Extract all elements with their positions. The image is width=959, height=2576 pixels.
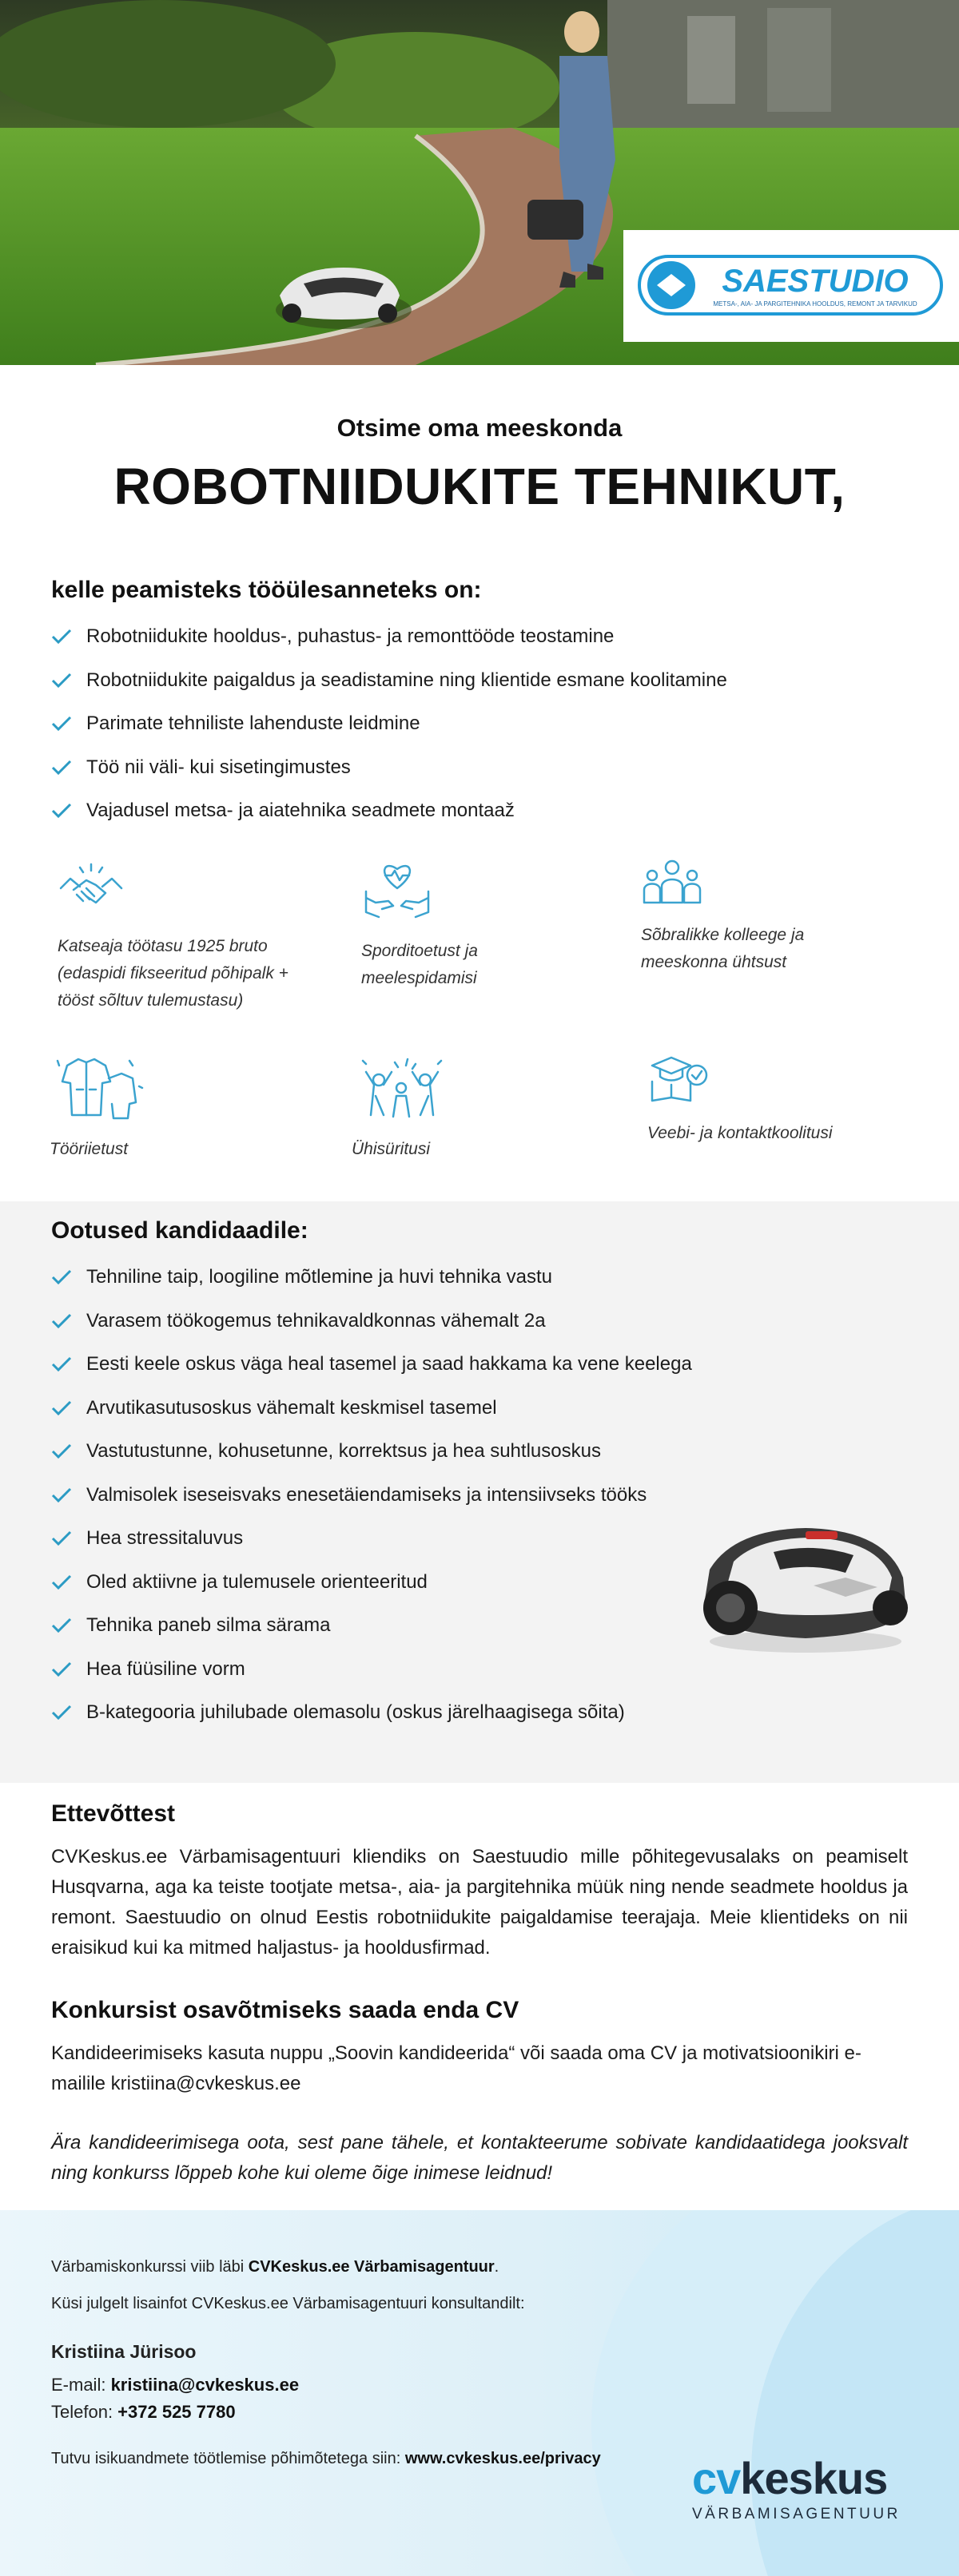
apply-heading: Konkursist osavõtmiseks saada enda CV: [51, 1997, 519, 2023]
check-icon: [51, 1443, 86, 1459]
list-item-text: Hea füüsiline vorm: [86, 1657, 245, 1680]
check-icon: [51, 1530, 86, 1546]
list-item: [51, 1256, 908, 1300]
check-icon: [51, 1400, 86, 1416]
robot-mower-image: [686, 1514, 917, 1657]
list-item: [51, 1430, 908, 1474]
list-item: [51, 1300, 908, 1344]
health-care-icon: [361, 856, 433, 920]
benefit-line: Katseaja töötasu 1925 bruto: [58, 937, 268, 955]
logo-keskus: keskus: [740, 2453, 888, 2503]
saestuudio-logo: [623, 230, 959, 342]
contact-email: [51, 2375, 299, 2395]
agency-line-end: .: [494, 2258, 499, 2276]
check-icon: [51, 803, 86, 819]
list-item: [51, 746, 908, 790]
hero-image: [0, 0, 959, 365]
list-item: [51, 659, 908, 703]
expectations-list: [51, 1256, 908, 1735]
benefit-line: (edaspidi fikseeritud põhipalk +: [58, 964, 288, 982]
benefit-training: [647, 1053, 833, 1147]
privacy-line: [51, 2450, 601, 2468]
email-link[interactable]: kristiina@cvkeskus.ee: [110, 2375, 300, 2395]
check-icon: [51, 1574, 86, 1590]
company-section: [51, 1800, 908, 1963]
logo-cv: cv: [692, 2453, 741, 2503]
consultant-intro: Küsi julgelt lisainfot CVKeskus.ee Värbamisagentuuri konsultandilt:: [51, 2295, 525, 2312]
list-item-text: Tehniline taip, loogiline mõtlemine ja huvi tehnika vastu: [86, 1266, 553, 1288]
benefit-text: [641, 922, 804, 976]
logo-tagline: METSA-, AIA- JA PARGITEHNIKA HOOLDUS, REMONT JA TARVIKUD: [713, 300, 917, 308]
list-item-text: Vajadusel metsa- ja aiatehnika seadmete montaaž: [86, 800, 515, 822]
benefit-sport: [361, 856, 478, 992]
apply-text: Kandideerimiseks kasuta nuppu „Soovin kandideerida“ või saada oma CV ja motivatsioonikiri e-mailile kristiina@cvkeskus.ee: [51, 2042, 862, 2094]
company-text: CVKeskus.ee Värbamisagentuuri kliendiks on Saestuudio mille põhitegevusalaks on peamiselt Husqvarna, aga ka teiste tootjate metsa-, aia- ja pargitehnika müük ning nende seadmete hooldus ja remont. Saestuudio on olnud Eestis robotniidukite paigaldamise teerajaja. Meie klientideks on nii eraisikud kui ka mitmed haljastus- ja hooldusfirmad.: [51, 1846, 908, 1959]
benefit-text: [352, 1136, 451, 1163]
check-icon: [51, 1661, 86, 1677]
privacy-link[interactable]: www.cvkeskus.ee/privacy: [404, 2450, 601, 2467]
team-icon: [641, 858, 703, 906]
list-item-text: Töö nii väli- kui sisetingimustes: [86, 756, 351, 778]
agency-name: CVKeskus.ee Värbamisagentuur: [248, 2258, 495, 2276]
benefit-line: Sõbralikke kolleege ja: [641, 926, 805, 944]
logo-wordmark: SAESTUDIO: [722, 264, 909, 299]
duties-list: [51, 615, 908, 833]
benefit-line: Tööriietust: [50, 1140, 129, 1158]
contact-footer: [0, 2210, 959, 2576]
training-icon: [647, 1053, 711, 1105]
benefit-line: meeskonna ühtsust: [641, 953, 787, 971]
benefit-line: Sporditoetust ja: [361, 942, 478, 960]
list-item-text: Tehnika paneb silma särama: [86, 1614, 331, 1637]
benefit-events: [352, 1056, 451, 1163]
list-item-text: Varasem töökogemus tehnikavaldkonnas vähemalt 2a: [86, 1309, 546, 1332]
benefit-line: tööst sõltuv tulemustasu): [58, 991, 244, 1010]
benefit-workwear: [50, 1054, 145, 1163]
cvkeskus-logo: [692, 2455, 908, 2542]
list-item-text: Hea stressitaluvus: [86, 1527, 244, 1550]
logo-subtitle: VÄRBAMISAGENTUUR: [692, 2506, 901, 2522]
check-icon: [51, 629, 86, 645]
check-icon: [51, 1487, 86, 1503]
list-item: [51, 789, 908, 833]
handshake-icon: [58, 861, 125, 917]
privacy-text: Tutvu isikuandmete töötlemise põhimõtetega siin:: [51, 2450, 405, 2467]
list-item: [51, 1343, 908, 1387]
benefit-salary: [58, 861, 288, 1014]
check-icon: [51, 760, 86, 776]
page-title: ROBOTNIIDUKITE TEHNIKUT,: [113, 458, 846, 515]
list-item: [51, 702, 908, 746]
apply-note: Ära kandideerimisega oota, sest pane tähele, et kontakteerume sobivate kandidaatidega jooksvalt ning konkurss lõppeb kohe kui oleme õige inimese leidnud!: [51, 2132, 908, 2184]
benefit-text: [361, 938, 478, 992]
expectations-heading: Ootused kandidaadile:: [51, 1217, 308, 1244]
list-item-text: Parimate tehniliste lahenduste leidmine: [86, 712, 420, 735]
apply-section: [51, 1997, 908, 2189]
list-item-text: Valmisolek iseseisvaks enesetäiendamiseks ja intensiivseks tööks: [86, 1483, 647, 1506]
check-icon: [51, 1313, 86, 1329]
list-item-text: Robotniidukite paigaldus ja seadistamine ning klientide esmane koolitamine: [86, 669, 727, 691]
check-icon: [51, 1705, 86, 1721]
celebration-icon: [352, 1056, 451, 1120]
list-item-text: Vastutustunne, kohusetunne, korrektsus ja hea suhtlusoskus: [86, 1440, 601, 1463]
check-icon: [51, 1269, 86, 1285]
benefit-colleagues: [641, 858, 804, 976]
benefit-text: [50, 1136, 145, 1163]
agency-line-text: Värbamiskonkurssi viib läbi: [51, 2258, 249, 2276]
check-icon: [51, 1617, 86, 1633]
list-item: [51, 615, 908, 659]
list-item-text: Eesti keele oskus väga heal tasemel ja saad hakkama ka vene keelega: [86, 1353, 692, 1375]
benefit-text: [58, 933, 288, 1014]
benefit-line: Veebi- ja kontaktkoolitusi: [647, 1124, 833, 1142]
list-item-text: Oled aktiivne ja tulemusele orienteeritud: [86, 1570, 428, 1593]
list-item-text: Arvutikasutusoskus vähemalt keskmisel tasemel: [86, 1396, 497, 1419]
duties-section: [51, 577, 908, 833]
contact-phone: [51, 2402, 236, 2423]
contact-name: Kristiina Jürisoo: [51, 2341, 197, 2362]
benefit-text: [647, 1120, 833, 1147]
check-icon: [51, 1356, 86, 1372]
list-item-text: B-kategooria juhilubade olemasolu (oskus järelhaagisega sõita): [86, 1701, 625, 1724]
benefit-line: Ühisüritusi: [352, 1140, 431, 1158]
workwear-icon: [50, 1054, 145, 1121]
phone-label: Telefon:: [51, 2402, 118, 2422]
list-item-text: Robotniidukite hooldus-, puhastus- ja remonttööde teostamine: [86, 625, 615, 648]
email-label: E-mail:: [51, 2375, 111, 2395]
phone-number[interactable]: +372 525 7780: [117, 2402, 236, 2422]
list-item: [51, 1387, 908, 1431]
list-item: [51, 1691, 908, 1735]
check-icon: [51, 673, 86, 689]
duties-heading: kelle peamisteks tööülesanneteks on:: [51, 577, 482, 603]
page-subtitle: Otsime oma meeskonda: [336, 414, 623, 442]
company-heading: Ettevõttest: [51, 1800, 176, 1827]
benefit-line: meelespidamisi: [361, 969, 477, 987]
agency-line: [51, 2258, 499, 2276]
check-icon: [51, 716, 86, 732]
list-item: [51, 1474, 908, 1518]
